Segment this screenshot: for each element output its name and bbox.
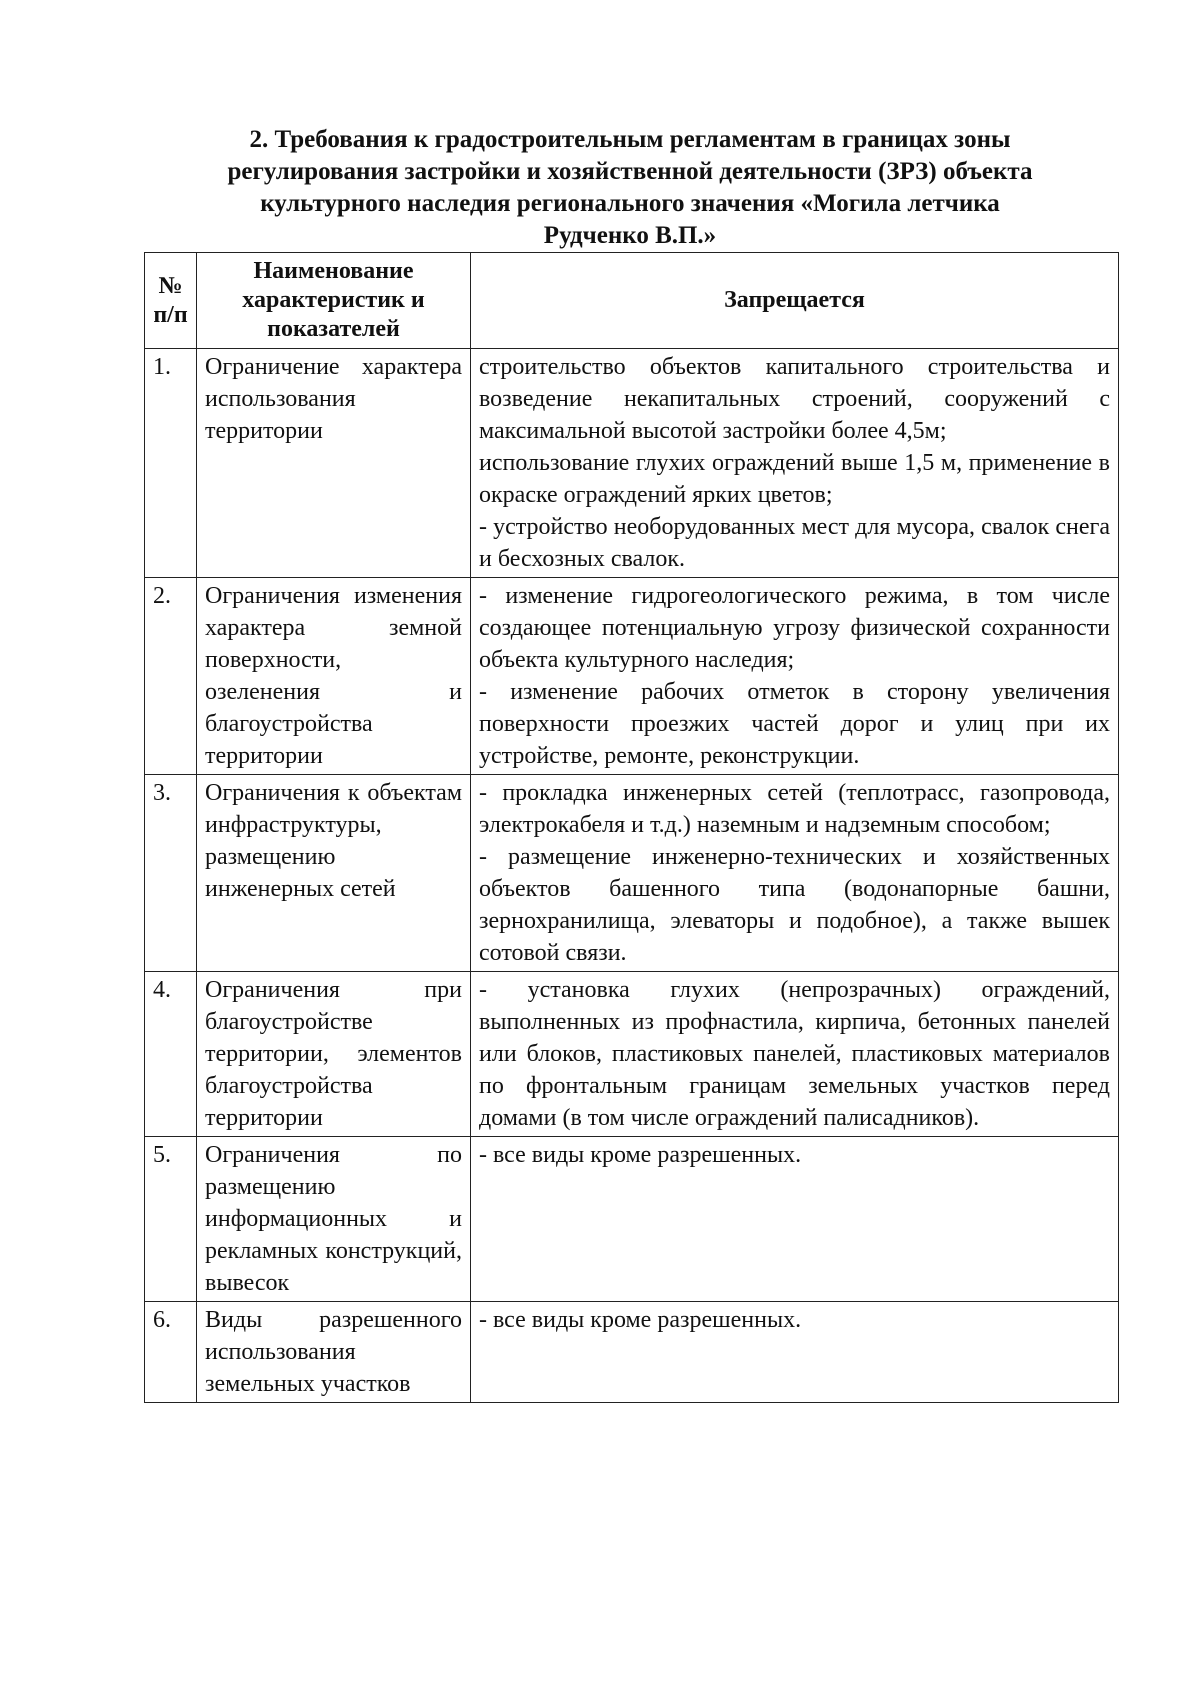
table-row [145, 1302, 1119, 1403]
title-line: культурного наследия регионального значения «Могила летчика [260, 190, 1000, 217]
header-banned: Запрещается [471, 253, 1119, 349]
table-row [145, 1137, 1119, 1302]
row-characteristic: Ограничения при благоустройстве территории, элементов благоустройства территории [197, 972, 471, 1137]
row-characteristic: Виды разрешенного использования земельных участков [197, 1302, 471, 1403]
table-row [145, 775, 1119, 972]
banned-item: строительство объектов капитального строительства и возведение некапитальных строений, сооружений с максимальной высотой застройки более 4,5м; [479, 354, 1110, 444]
row-banned [471, 349, 1119, 578]
row-characteristic: Ограничения изменения характера земной поверхности, озеленения и благоустройства территории [197, 578, 471, 775]
row-number: 1. [145, 349, 197, 578]
row-number: 2. [145, 578, 197, 775]
banned-item: - размещение инженерно-технических и хозяйственных объектов башенного типа (водонапорные башни, зернохранилища, элеваторы и подобное), а также вышек сотовой связи. [479, 844, 1110, 966]
banned-item: - изменение рабочих отметок в сторону увеличения поверхности проезжих частей дорог и улиц при их устройстве, ремонте, реконструкции. [479, 679, 1110, 769]
row-banned [471, 775, 1119, 972]
banned-item: - устройство необорудованных мест для мусора, свалок снега и бесхозных свалок. [479, 514, 1110, 572]
banned-item: - все виды кроме разрешенных. [479, 1142, 802, 1168]
title-line: Рудченко В.П.» [543, 222, 717, 249]
row-number: 3. [145, 775, 197, 972]
row-characteristic: Ограничения по размещению информационных и рекламных конструкций, вывесок [197, 1137, 471, 1302]
table-header-row [145, 253, 1119, 349]
row-characteristic: Ограничение характера использования территории [197, 349, 471, 578]
title-line: регулирования застройки и хозяйственной деятельности (ЗРЗ) объекта [227, 158, 1033, 185]
row-number: 6. [145, 1302, 197, 1403]
document-title [150, 124, 1110, 252]
table-row [145, 578, 1119, 775]
banned-item: использование глухих ограждений выше 1,5 м, применение в окраске ограждений ярких цветов; [479, 450, 1110, 508]
row-banned [471, 578, 1119, 775]
banned-item: - установка глухих (непрозрачных) ограждений, выполненных из профнастила, кирпича, бетонных панелей или блоков, пластиковых панелей, пластиковых материалов по фронтальным границам земельных участков перед домами (в том числе ограждений палисадников). [479, 977, 1110, 1131]
header-name: Наименование характеристик и показателей [197, 253, 471, 349]
banned-item: - все виды кроме разрешенных. [479, 1307, 802, 1333]
regulations-table [144, 252, 1119, 1403]
banned-item: - прокладка инженерных сетей (теплотрасс, газопровода, электрокабеля и т.д.) наземным и надземным способом; [479, 780, 1110, 838]
header-num: № п/п [145, 253, 197, 349]
row-number: 5. [145, 1137, 197, 1302]
row-characteristic: Ограничения к объектам инфраструктуры, размещению инженерных сетей [197, 775, 471, 972]
title-line: 2. Требования к градостроительным регламентам в границах зоны [249, 126, 1011, 153]
row-banned [471, 1137, 1119, 1302]
table-row [145, 349, 1119, 578]
table-row [145, 972, 1119, 1137]
row-banned [471, 972, 1119, 1137]
row-banned [471, 1302, 1119, 1403]
banned-item: - изменение гидрогеологического режима, в том числе создающее потенциальную угрозу физической сохранности объекта культурного наследия; [479, 583, 1110, 673]
row-number: 4. [145, 972, 197, 1137]
